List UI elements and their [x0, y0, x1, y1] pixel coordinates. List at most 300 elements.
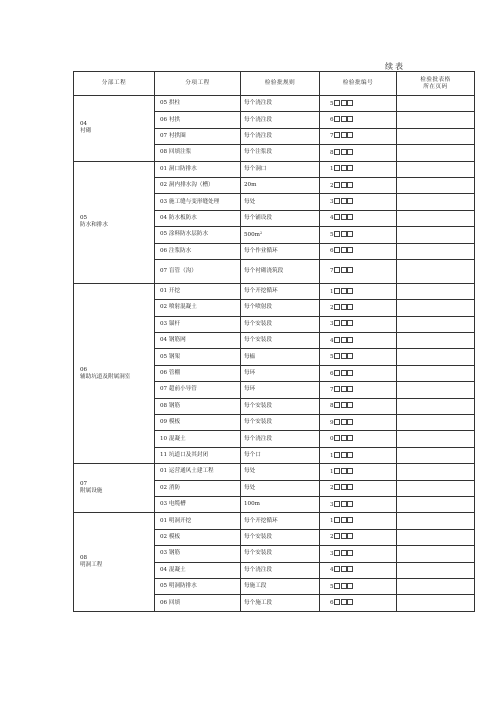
- batch-no-box: [347, 484, 353, 490]
- batch-no-digit: 4: [330, 567, 334, 574]
- batch-rule-text: 每个浇注段: [244, 566, 272, 573]
- batch-no-digit: 5: [330, 231, 334, 238]
- batch-no-box: [334, 583, 340, 589]
- batch-no-cell: [320, 365, 397, 381]
- subdivision-cell: 03 施工缝与变形缝处理: [155, 194, 241, 210]
- batch-no-box: [347, 501, 353, 507]
- page-no-cell: [397, 333, 475, 349]
- batch-no-box: [341, 267, 347, 273]
- page-no-cell: [397, 529, 475, 545]
- table-row: [74, 464, 475, 480]
- table-header-row: [74, 72, 475, 96]
- subdivision-cell: 04 钢筋网: [155, 333, 241, 349]
- batch-no-box: [334, 353, 340, 359]
- page-no-cell: [397, 464, 475, 480]
- batch-no-digit: 3: [330, 501, 334, 508]
- batch-no-box: [334, 501, 340, 507]
- subdivision-cell: 03 钢筋: [155, 546, 241, 562]
- subdivision-cell: 02 喷射混凝土: [155, 300, 241, 316]
- page-no-cell: [397, 243, 475, 259]
- batch-no-digit: 7: [330, 386, 334, 393]
- batch-no-digit: 1: [330, 288, 334, 295]
- batch-no-box: [347, 353, 353, 359]
- batch-no-cell: [320, 145, 397, 161]
- batch-rule-text: 每处: [244, 198, 256, 205]
- table-row: [74, 513, 475, 529]
- batch-no-box: [334, 267, 340, 273]
- batch-no-box: [334, 132, 340, 138]
- batch-no-digit: 5: [330, 354, 334, 361]
- batch-no-box: [341, 288, 347, 294]
- batch-no-box: [347, 599, 353, 605]
- batch-no-box: [341, 566, 347, 572]
- batch-rule-text: 每环: [244, 370, 256, 377]
- batch-no-digit: 3: [330, 550, 334, 557]
- batch-no-digit: 2: [330, 182, 334, 189]
- batch-rule-cell: [241, 300, 320, 316]
- page-no-cell: [397, 194, 475, 210]
- batch-no-box: [341, 214, 347, 220]
- batch-no-cell: [320, 333, 397, 349]
- batch-no-box: [341, 320, 347, 326]
- batch-no-cell: [320, 194, 397, 210]
- batch-no-digit: 6: [330, 370, 334, 377]
- batch-no-box: [334, 320, 340, 326]
- table-row: [74, 96, 475, 112]
- subdivision-cell: 08 回填注浆: [155, 145, 241, 161]
- batch-no-box: [334, 304, 340, 310]
- header-page-no-line1: 检验批表格: [420, 76, 451, 83]
- batch-no-box: [341, 435, 347, 441]
- page-no-cell: [397, 365, 475, 381]
- batch-no-box: [341, 386, 347, 392]
- batch-rule-text: 每个洞口: [244, 165, 267, 172]
- batch-no-box: [334, 517, 340, 523]
- batch-rule-cell: [241, 210, 320, 226]
- batch-no-digit: 1: [330, 452, 334, 459]
- batch-no-box: [347, 100, 353, 106]
- batch-no-box: [347, 517, 353, 523]
- page-no-cell: [397, 210, 475, 226]
- batch-no-box: [334, 435, 340, 441]
- batch-no-box: [341, 100, 347, 106]
- batch-no-cell: [320, 177, 397, 193]
- batch-rule-text: 每个开挖循环: [244, 288, 278, 295]
- page-no-cell: [397, 382, 475, 398]
- batch-no-box: [341, 517, 347, 523]
- batch-no-digit: 1: [330, 468, 334, 475]
- batch-rule-cell: [241, 546, 320, 562]
- page-no-cell: [397, 562, 475, 578]
- batch-no-digit: 3: [330, 321, 334, 328]
- batch-no-box: [334, 599, 340, 605]
- batch-rule-text: 每个衬砌浇筑段: [244, 267, 284, 274]
- batch-no-box: [334, 386, 340, 392]
- batch-no-box: [347, 337, 353, 343]
- batch-no-cell: [320, 415, 397, 431]
- subdivision-cell: 06 回填: [155, 595, 241, 611]
- batch-rule-cell: [241, 128, 320, 144]
- batch-rule-cell: [241, 496, 320, 512]
- batch-no-cell: [320, 398, 397, 414]
- batch-no-box: [347, 182, 353, 188]
- batch-rule-text: 每个口: [244, 452, 261, 458]
- page-no-cell: [397, 145, 475, 161]
- subdivision-cell: 02 洞内排水沟（槽）: [155, 177, 241, 193]
- batch-no-cell: [320, 259, 397, 283]
- subdivision-cell: 07 超前小导管: [155, 382, 241, 398]
- batch-rule-text: 每个浇注段: [244, 435, 272, 442]
- page-no-cell: [397, 513, 475, 529]
- batch-rule-text: 每个安装段: [244, 533, 272, 540]
- batch-no-box: [347, 165, 353, 171]
- batch-rule-cell: [241, 333, 320, 349]
- batch-no-digit: 4: [330, 215, 334, 222]
- batch-no-cell: [320, 529, 397, 545]
- batch-rule-text: 每个浇注段: [244, 100, 272, 107]
- batch-no-box: [341, 533, 347, 539]
- batch-no-cell: [320, 161, 397, 177]
- division-name: 防水和排水: [80, 222, 108, 229]
- batch-rule-text: 每个喷射段: [244, 304, 272, 311]
- batch-no-box: [347, 267, 353, 273]
- batch-no-box: [334, 370, 340, 376]
- batch-no-digit: 8: [330, 149, 334, 156]
- batch-rule-cell: [241, 447, 320, 463]
- page-no-cell: [397, 259, 475, 283]
- batch-no-cell: [320, 513, 397, 529]
- batch-no-cell: [320, 562, 397, 578]
- batch-no-digit: 3: [330, 199, 334, 206]
- batch-no-cell: [320, 283, 397, 299]
- batch-no-box: [341, 149, 347, 155]
- batch-no-box: [347, 247, 353, 253]
- batch-rule-cell: [241, 227, 320, 243]
- batch-no-cell: [320, 595, 397, 611]
- batch-no-box: [334, 402, 340, 408]
- batch-rule-text: 500m: [244, 232, 260, 239]
- page-no-cell: [397, 227, 475, 243]
- batch-rule-cell: [241, 316, 320, 332]
- batch-no-digit: 6: [330, 600, 334, 607]
- subdivision-cell: 05 涂料防水层防水: [155, 227, 241, 243]
- batch-rule-text: 每个铺设段: [244, 214, 272, 221]
- batch-rule-text: 每榀: [244, 353, 256, 360]
- batch-no-box: [347, 419, 353, 425]
- batch-no-box: [334, 247, 340, 253]
- header-division: 分部工程: [74, 72, 155, 96]
- batch-no-digit: 2: [330, 304, 334, 311]
- batch-no-box: [347, 566, 353, 572]
- batch-no-cell: [320, 546, 397, 562]
- batch-rule-cell: [241, 562, 320, 578]
- subdivision-cell: 01 洞口防排水: [155, 161, 241, 177]
- division-code: 06: [80, 366, 88, 373]
- batch-no-box: [341, 337, 347, 343]
- batch-no-box: [341, 231, 347, 237]
- batch-rule-text: 每个安装段: [244, 402, 272, 409]
- subdivision-cell: 06 注浆防水: [155, 243, 241, 259]
- batch-no-box: [341, 402, 347, 408]
- batch-no-cell: [320, 431, 397, 447]
- batch-rule-text: 每施工段: [244, 583, 267, 590]
- batch-rule-cell: [241, 431, 320, 447]
- page-no-cell: [397, 480, 475, 496]
- batch-rule-text: 每个浇注段: [244, 116, 272, 123]
- batch-no-box: [347, 370, 353, 376]
- batch-rule-text: 每处: [244, 484, 256, 491]
- batch-rule-text: 每个浇注段: [244, 132, 272, 139]
- batch-no-box: [347, 214, 353, 220]
- division-code: 05: [80, 215, 88, 222]
- batch-no-box: [341, 468, 347, 474]
- batch-no-box: [341, 132, 347, 138]
- division-name: 明洞工程: [80, 562, 103, 569]
- batch-rule-cell: [241, 145, 320, 161]
- batch-no-box: [347, 116, 353, 122]
- batch-rule-cell: [241, 112, 320, 128]
- batch-no-box: [347, 435, 353, 441]
- batch-no-digit: 2: [330, 485, 334, 492]
- page-no-cell: [397, 128, 475, 144]
- batch-no-box: [347, 231, 353, 237]
- batch-no-cell: [320, 243, 397, 259]
- header-subdivision: 分项工程: [155, 72, 241, 96]
- batch-no-box: [334, 452, 340, 458]
- page-no-cell: [397, 431, 475, 447]
- subdivision-cell: 05 拱柱: [155, 96, 241, 112]
- subdivision-cell: 06 管棚: [155, 365, 241, 381]
- division-cell: [74, 161, 155, 283]
- batch-no-digit: 1: [330, 518, 334, 525]
- batch-rule-cell: [241, 96, 320, 112]
- batch-rule-cell: [241, 595, 320, 611]
- subdivision-cell: 05 钢架: [155, 349, 241, 365]
- batch-rule-cell: [241, 194, 320, 210]
- subdivision-cell: 01 明洞开挖: [155, 513, 241, 529]
- page-no-cell: [397, 161, 475, 177]
- batch-no-digit: 9: [330, 419, 334, 426]
- batch-rule-cell: [241, 259, 320, 283]
- batch-no-box: [334, 116, 340, 122]
- page-no-cell: [397, 415, 475, 431]
- batch-rule-cell: [241, 529, 320, 545]
- batch-no-cell: [320, 227, 397, 243]
- batch-rule-cell: [241, 382, 320, 398]
- batch-rule-cell: [241, 513, 320, 529]
- batch-no-box: [347, 468, 353, 474]
- batch-rule-superscript: 2: [259, 231, 263, 236]
- page-no-cell: [397, 546, 475, 562]
- batch-no-cell: [320, 447, 397, 463]
- batch-rule-text: 每个安装段: [244, 550, 272, 557]
- batch-no-box: [347, 304, 353, 310]
- inspection-batch-table: [73, 71, 475, 612]
- batch-no-box: [334, 566, 340, 572]
- page-no-cell: [397, 283, 475, 299]
- batch-rule-cell: [241, 480, 320, 496]
- batch-no-box: [334, 214, 340, 220]
- batch-no-box: [334, 468, 340, 474]
- batch-no-box: [347, 386, 353, 392]
- batch-no-box: [341, 304, 347, 310]
- subdivision-cell: 02 消防: [155, 480, 241, 496]
- subdivision-cell: 10 混凝土: [155, 431, 241, 447]
- batch-no-box: [341, 165, 347, 171]
- batch-no-box: [334, 198, 340, 204]
- batch-rule-text: 每个注浆段: [244, 149, 272, 156]
- batch-no-box: [341, 353, 347, 359]
- batch-no-box: [334, 182, 340, 188]
- batch-no-box: [347, 402, 353, 408]
- subdivision-cell: 09 模板: [155, 415, 241, 431]
- division-cell: [74, 283, 155, 463]
- batch-no-box: [341, 599, 347, 605]
- division-cell: [74, 513, 155, 611]
- subdivision-cell: 01 开挖: [155, 283, 241, 299]
- subdivision-cell: 06 衬拱: [155, 112, 241, 128]
- page-no-cell: [397, 300, 475, 316]
- batch-no-box: [341, 419, 347, 425]
- batch-no-digit: 4: [330, 337, 334, 344]
- division-code: 08: [80, 555, 88, 562]
- batch-no-cell: [320, 382, 397, 398]
- batch-no-box: [334, 288, 340, 294]
- batch-rule-text: 每环: [244, 386, 256, 393]
- subdivision-cell: 07 盲管（沟）: [155, 259, 241, 283]
- subdivision-cell: 03 锚杆: [155, 316, 241, 332]
- page-no-cell: [397, 595, 475, 611]
- batch-no-digit: 1: [330, 166, 334, 173]
- batch-rule-text: 20m: [244, 182, 257, 189]
- batch-no-cell: [320, 480, 397, 496]
- header-page-no-line2: 所在页码: [423, 83, 448, 90]
- batch-rule-text: 每个安装段: [244, 337, 272, 344]
- batch-no-digit: 7: [330, 268, 334, 275]
- batch-rule-text: 100m: [244, 501, 260, 508]
- batch-no-box: [347, 583, 353, 589]
- batch-no-box: [341, 370, 347, 376]
- batch-rule-cell: [241, 415, 320, 431]
- batch-no-cell: [320, 496, 397, 512]
- subdivision-cell: 11 坑道口及其封闭: [155, 447, 241, 463]
- subdivision-cell: 02 模板: [155, 529, 241, 545]
- batch-rule-text: 每个开挖循环: [244, 517, 278, 524]
- batch-no-box: [341, 583, 347, 589]
- batch-no-cell: [320, 112, 397, 128]
- batch-no-cell: [320, 300, 397, 316]
- batch-no-cell: [320, 464, 397, 480]
- batch-rule-text: 每个安装段: [244, 419, 272, 426]
- batch-no-box: [347, 320, 353, 326]
- subdivision-cell: 08 钢筋: [155, 398, 241, 414]
- batch-no-digit: 5: [330, 583, 334, 590]
- page-no-cell: [397, 398, 475, 414]
- subdivision-cell: 01 运营通风土建工程: [155, 464, 241, 480]
- subdivision-cell: 05 明洞防排水: [155, 578, 241, 594]
- batch-no-box: [347, 149, 353, 155]
- division-code: 07: [80, 481, 88, 488]
- batch-rule-cell: [241, 578, 320, 594]
- subdivision-cell: 04 混凝土: [155, 562, 241, 578]
- batch-rule-text: 每处: [244, 468, 256, 475]
- batch-no-box: [341, 182, 347, 188]
- batch-rule-text: 每个作业循环: [244, 247, 278, 254]
- page-no-cell: [397, 177, 475, 193]
- continued-label: 续表: [385, 62, 405, 71]
- division-code: 04: [80, 121, 88, 128]
- batch-rule-text: 每个安装段: [244, 320, 272, 327]
- page-no-cell: [397, 349, 475, 365]
- batch-no-box: [334, 484, 340, 490]
- batch-no-box: [341, 116, 347, 122]
- batch-rule-cell: [241, 349, 320, 365]
- page-no-cell: [397, 496, 475, 512]
- batch-no-cell: [320, 96, 397, 112]
- batch-no-digit: 6: [330, 248, 334, 255]
- table-body: [74, 96, 475, 612]
- division-cell: [74, 96, 155, 162]
- batch-no-box: [334, 533, 340, 539]
- division-name: 附属设施: [80, 488, 103, 495]
- batch-no-box: [334, 231, 340, 237]
- header-batch-rule: 检验批规则: [241, 72, 320, 96]
- batch-no-box: [347, 533, 353, 539]
- page-no-cell: [397, 578, 475, 594]
- table-row: [74, 283, 475, 299]
- batch-no-digit: 2: [330, 534, 334, 541]
- header-page-no: [397, 72, 475, 96]
- batch-no-box: [341, 501, 347, 507]
- batch-rule-cell: [241, 177, 320, 193]
- batch-rule-cell: [241, 464, 320, 480]
- batch-no-cell: [320, 316, 397, 332]
- batch-no-box: [334, 100, 340, 106]
- batch-no-digit: 5: [330, 100, 334, 107]
- batch-rule-cell: [241, 398, 320, 414]
- batch-no-box: [341, 484, 347, 490]
- batch-rule-cell: [241, 283, 320, 299]
- batch-no-cell: [320, 128, 397, 144]
- batch-no-cell: [320, 349, 397, 365]
- subdivision-cell: 04 防水板防水: [155, 210, 241, 226]
- batch-no-box: [334, 165, 340, 171]
- batch-no-box: [334, 337, 340, 343]
- batch-rule-cell: [241, 243, 320, 259]
- batch-no-box: [347, 550, 353, 556]
- page-no-cell: [397, 447, 475, 463]
- batch-no-box: [341, 550, 347, 556]
- batch-no-box: [341, 198, 347, 204]
- batch-no-box: [341, 452, 347, 458]
- header-batch-no: 检验批编号: [320, 72, 397, 96]
- batch-no-digit: 8: [330, 403, 334, 410]
- batch-no-box: [334, 550, 340, 556]
- page-no-cell: [397, 316, 475, 332]
- page-no-cell: [397, 112, 475, 128]
- batch-no-digit: 0: [330, 436, 334, 443]
- batch-no-box: [347, 452, 353, 458]
- batch-rule-cell: [241, 365, 320, 381]
- division-cell: [74, 464, 155, 513]
- batch-no-digit: 7: [330, 133, 334, 140]
- batch-no-box: [334, 149, 340, 155]
- table-row: [74, 161, 475, 177]
- batch-rule-text: 每个施工段: [244, 599, 272, 606]
- batch-no-box: [347, 132, 353, 138]
- batch-no-digit: 6: [330, 117, 334, 124]
- page-no-cell: [397, 96, 475, 112]
